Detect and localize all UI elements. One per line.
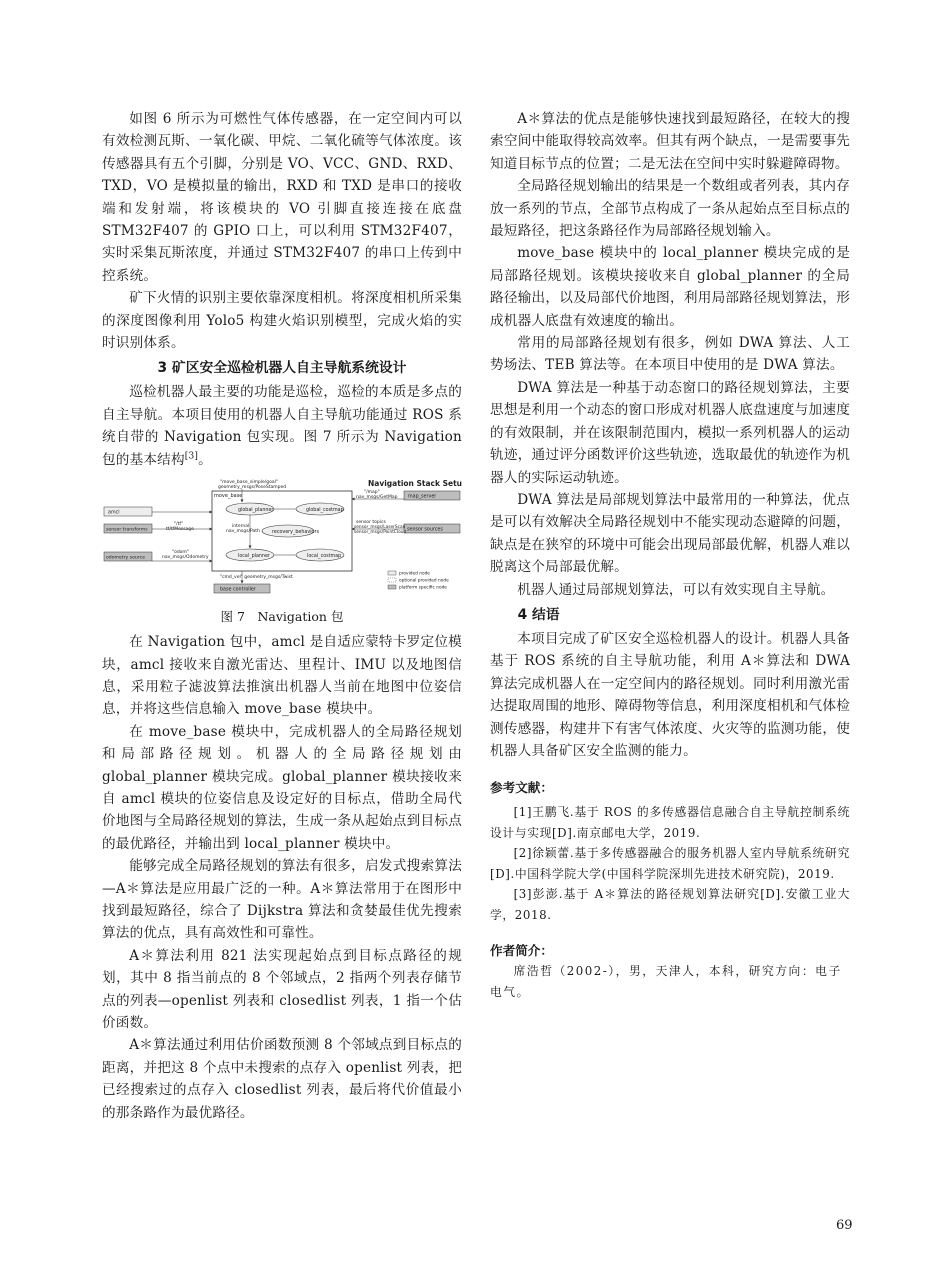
reference-item: [1]王鹏飞.基于 ROS 的多传感器信息融合自主导航控制系统设计与实现[D].南京邮电大学，2019. <box>490 805 850 840</box>
section-3-heading: 3 矿区安全巡检机器人自主导航系统设计 <box>157 360 407 377</box>
sensor-sources-label: sensor sources <box>407 527 443 533</box>
map-server-label: map_server <box>408 494 437 500</box>
legend-platform-swatch <box>388 585 396 589</box>
references-heading: 参考文献： <box>490 780 553 796</box>
map-topic-label: "/map" <box>364 490 380 496</box>
global-planner-label: global_planner <box>238 508 274 514</box>
sensor-topics-laserscan: sensor_msgs/LaserScan <box>354 525 406 531</box>
paragraph-astar-process: A＊算法通过利用估价函数预测 8 个邻域点到目标点的距离，并把这 8 个点中未搜索的点存入 openlist 列表，把已经搜索过的点存入 closedlist 列表，最后将代价值最小的那条路作为最优路径。 <box>102 1037 462 1121</box>
base-controller-label: base controller <box>220 587 256 593</box>
paragraph-amcl: 在 Navigation 包中，amcl 是自适应蒙特卡罗定位模块，amcl 接收来自激光雷达、里程计、IMU 以及地图信息，采用粒子滤波算法推演出机器人当前在地图中位姿信息，并将这些信息输入 move_base 模块中。 <box>102 634 462 718</box>
legend-optional-label: optional provided node <box>399 578 449 584</box>
odometry-source-label: odometry source <box>106 555 145 561</box>
figure-7 <box>102 477 462 627</box>
local-costmap-label: local_costmap <box>307 554 342 560</box>
legend-platform-label: platform specific node <box>399 585 447 591</box>
left-column <box>102 108 462 1124</box>
sensor-topics-label: sensor topics <box>356 520 386 526</box>
legend-optional-swatch <box>388 578 396 582</box>
reference-item: [2]徐颖蕾.基于多传感器融合的服务机器人室内导航系统研究[D].中国科学院大学(中国科学院深圳先进技术研究院)，2019. <box>490 846 850 881</box>
odom-topic-type: nav_msgs/Odometry <box>162 555 209 561</box>
paragraph-global-output: 全局路径规划输出的结果是一个数组或者列表，其内存放一系列的节点，全部节点构成了一条从起始点至目标点的最短路径，把这条路径作为局部路径规划输入。 <box>490 178 850 240</box>
paragraph-dwa-pros-cons: DWA 算法是局部规划算法中最常用的一种算法，优点是可以有效解决全局路径规划中不能实现动态避障的问题，缺点是在狭窄的环境中可能会出现局部最优解，机器人难以脱离这个局部最优解。 <box>490 491 850 576</box>
reference-item: [3]彭澎.基于 A＊算法的路径规划算法研究[D].安徽工业大学，2018. <box>490 887 850 922</box>
paragraph-navigation-text: 巡检机器人最主要的功能是巡检，巡检的本质是多点的自主导航。本项目使用的机器人自主导航功能通过 ROS 系统自带的 Navigation 包实现。图 7 所示为 Navigation 包的基本结构 <box>102 384 462 468</box>
move-base-label: move_base <box>214 493 243 500</box>
sensor-topics-pointcloud: sensor_msgs/PointCloud <box>354 530 407 536</box>
recovery-behaviors-label: recovery_behaviors <box>272 530 319 536</box>
amcl-label: amcl <box>108 510 120 516</box>
diagram-title: Navigation Stack Setup <box>368 479 462 489</box>
legend-provided-label: provided node <box>399 571 430 577</box>
goal-topic-type: geometry_msgs/PoseStamped <box>218 485 287 491</box>
paragraph-local-algorithms: 常用的局部路径规划有很多，例如 DWA 算法、人工势场法、TEB 算法等。在本项目中使用的是 DWA 算法。 <box>490 335 850 374</box>
figure-caption: 图 7 Navigation 包 <box>220 609 344 625</box>
goal-topic-label: "move_base_simple/goal" <box>220 480 278 486</box>
internal-topic-label: internal <box>232 524 250 530</box>
paragraph-astar-821: A＊算法利用 821 法实现起始点到目标点路径的规划，其中 8 指当前点的 8 个邻域点，2 指两个列表存储节点的列表—openlist 列表和 closedlist 列表，1 指一个估价函数。 <box>102 947 462 1031</box>
paragraph-gas-sensor: 如图 6 所示为可燃性气体传感器，在一定空间内可以有效检测瓦斯、一氧化碳、甲烷、二氧化硫等气体浓度。该传感器具有五个引脚，分别是 VO、VCC、GND、RXD、TXD，VO 是模拟量的输出，RXD 和 TXD 是串口的接收端和发射端，将该模块的 VO 引脚直接连接在底盘 STM32F407 的 GPIO 口上，可以利用 STM32F407，实时采集瓦斯浓度，并通过 STM32F407 的串口上传到中控系统。 <box>102 111 462 284</box>
global-costmap-label: global_costmap <box>306 508 344 514</box>
tf-topic-type: tf/tfMessage <box>166 527 194 533</box>
paragraph-astar-intro: 能够完成全局路径规划的算法有很多，启发式搜索算法—A＊算法是应用最广泛的一种。A＊算法常用于在图形中找到最短路径，综合了 Dijkstra 算法和贪婪最佳优先搜索算法的优点，具有高效性和可靠性。 <box>102 858 462 942</box>
author-bio: 席浩哲（2002-），男，天津人，本科，研究方向：电子电气。 <box>490 964 842 999</box>
navigation-stack-diagram <box>102 477 462 597</box>
paragraph-conclusion: 本项目完成了矿区安全巡检机器人的设计。机器人具备基于 ROS 系统的自主导航功能，利用 A＊算法和 DWA 算法完成机器人在一定空间内的路径规划。同时利用激光雷达提取周围的地形、障碍物等信息，利用深度相机和气体检测传感器，构建井下有害气体浓度、火灾等的监测功能，使机器人具备矿区安全监测的能力。 <box>490 630 850 759</box>
internal-topic-type: nav_msgs/Path <box>226 529 260 535</box>
paragraph-navigation-summary: 机器人通过局部规划算法，可以有效实现自主导航。 <box>517 581 835 598</box>
odom-topic-label: "odom" <box>172 550 189 556</box>
legend-provided-swatch <box>388 571 396 575</box>
paragraph-dwa-principle: DWA 算法是一种基于动态窗口的路径规划算法，主要思想是利用一个动态的窗口形成对机器人底盘速度与加速度的有效限制，并在该限制范围内，模拟一系列机器人的运动轨迹，通过评分函数评价这些轨迹，选取最优的轨迹作为机器人的实际运动轨迹。 <box>490 379 850 486</box>
paragraph-navigation-end: 。 <box>198 451 212 468</box>
paragraph-move-base: 在 move_base 模块中，完成机器人的全局路径规划和局部路径规划。机器人的全局路径规划由 global_planner 模块完成。global_planner 模块接收来自 amcl 模块的位姿信息及设定好的目标点，借助全局代价地图与全局路径规划的算法，生成一条从起始点到目标点的最优路径，并输出到 local_planner 模块中。 <box>102 723 462 852</box>
local-planner-label: local_planner <box>238 554 270 560</box>
paragraph-astar-pros-cons: A＊算法的优点是能够快速找到最短路径，在较大的搜索空间中能取得较高效率。但其有两个缺点，一是需要事先知道目标节点的位置；二是无法在空间中实时躲避障碍物。 <box>490 111 850 172</box>
paragraph-navigation-intro <box>102 381 462 471</box>
cmd-vel-label: "cmd_vel" geometry_msgs/Twist <box>220 575 293 581</box>
map-topic-type: nav_msgs/GetMap <box>356 495 398 501</box>
right-column <box>490 108 850 1002</box>
sensor-transforms-label: sensor transforms <box>106 527 148 533</box>
author-bio-heading: 作者简介： <box>490 943 553 959</box>
page-number: 69 <box>836 1218 853 1233</box>
citation-3[interactable]: [3] <box>184 451 199 462</box>
paragraph-fire-detection: 矿下火情的识别主要依靠深度相机。将深度相机所采集的深度图像利用 Yolo5 构建火焰识别模型，完成火焰的实时识别体系。 <box>102 290 462 352</box>
paragraph-local-planner: move_base 模块中的 local_planner 模块完成的是局部路径规划。该模块接收来自 global_planner 的全局路径输出，以及局部代价地图，利用局部路径规划算法，形成机器人底盘有效速度的输出。 <box>490 245 850 329</box>
section-4-heading: 4 结语 <box>517 606 560 623</box>
tf-topic-label: "/tf" <box>174 522 184 528</box>
